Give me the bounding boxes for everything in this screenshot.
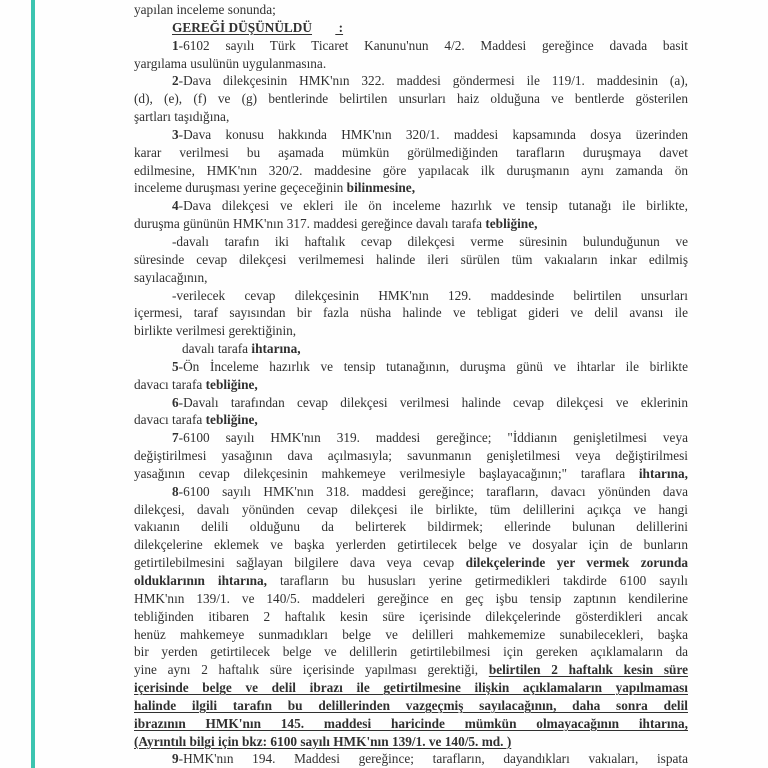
emphasized-text: tebliğine, [205,376,258,392]
text-segment: karar verilmesi bu aşamada mümkün görülmediğinden tarafların duruşmaya davet [134,144,688,160]
emphasized-text: 1 [172,37,179,53]
emphasized-text: tebliğine, [485,216,538,232]
text-line [134,197,688,215]
text-segment: sayılacağının, [134,269,208,285]
text-line [134,661,688,679]
text-line [134,126,688,144]
text-segment: yargılama usulünün uygulanmasına. [134,55,327,71]
text-segment: HMK'nın 139/1. ve 140/5. maddeleri gereğince en geç işbu tensip zaptının kendilerine [134,590,688,606]
text-segment: davacı tarafa [134,376,206,392]
text-segment: -6102 sayılı Türk Ticaret Kanunu'nun 4/2. Maddesi gereğince davada basit [178,37,688,53]
text-segment: şartları taşıdığına, [134,109,230,125]
text-line [134,376,688,394]
text-line [134,215,688,233]
text-segment: tebliğinden itibaren 2 haftalık kesin süre içerisinde dilekçelerinde gösterdikleri ancak [134,608,688,624]
text-line [134,37,688,55]
text-segment: dilekçelerine eklemek ve başka yerlerden getirtilecek belge ve dosyalar için de bunların [134,537,688,553]
text-line [134,72,688,90]
emphasized-text: 3 [172,126,179,142]
text-line [134,447,688,465]
emphasized-text: GEREĞİ DÜŞÜNÜLDÜ [172,19,313,35]
text-line [134,394,688,412]
emphasized-text: 4 [172,198,179,214]
text-segment: yine aynı 2 haftalık süre içerisinde yapılması gerektiği, [134,662,489,678]
text-line [134,429,688,447]
text-line [134,162,688,180]
emphasized-text: 8 [172,483,179,499]
text-segment: duruşma gününün HMK'nın 317. maddesi gereğince davalı tarafa [134,216,486,232]
text-segment [312,20,335,35]
emphasized-text: belirtilen 2 haftalık kesin süre [488,662,688,678]
text-segment: vakıanın delili olduğunu da belirterek bildirmek; ellerinde bulunan delillerini [134,519,688,535]
text-segment: -Davalı tarafından cevap dilekçesi verilmesi halinde cevap dilekçesi ve eklerinin [178,394,688,410]
text-line [134,518,688,536]
emphasized-text: halinde ilgili tarafın bu delillerinden vazgeçmiş sayılacağının, daha sonra delil [134,697,688,713]
emphasized-text: içerisinde belge ve delil ibrazı ile getirtilmesine ilişkin açıklamaların yapılmaması [134,680,688,696]
emphasized-text: : [335,19,344,35]
text-line [134,304,688,322]
text-line [134,643,688,661]
text-segment: edilmesine, HMK'nın 320/2. maddesine göre yapılacak ilk duruşmanın aynı zamanda ön [134,162,688,178]
emphasized-text: 2 [172,73,179,89]
text-line [134,465,688,483]
text-line [134,322,688,340]
text-line [134,750,688,768]
text-segment: bir yerden getirtilecek belge ve delillerin getirtilebilmesi için gereken açıklamaların da [134,644,688,660]
emphasized-text: ihtarına, [638,465,688,481]
text-segment: yasağının cevap dilekçesinin mahkemeye verilmesiyle başlayacağının;" taraflara [134,465,639,481]
text-segment: -HMK'nın 194. Maddesi gereğince; tarafların, dayandıkları vakıaları, ispata [178,751,688,767]
text-segment: -Dava dilekçesinin HMK'nın 322. maddesi göndermesi ile 119/1. maddesinin (a), [178,73,688,89]
emphasized-text: tebliğine, [205,412,258,428]
text-line [134,55,688,73]
text-line [134,144,688,162]
emphasized-text: ibrazının HMK'nın 145. maddesi haricinde mümkün olmayacağının ihtarına, [134,715,688,731]
text-line [134,536,688,554]
text-segment: değiştirilmesi yasağının dava açılmasıyla; savunmanın genişletilmesi veya değiştirilmesi [134,448,688,464]
emphasized-text: olduklarının ihtarına, [134,573,268,588]
emphasized-text: 7 [172,430,179,446]
text-line [134,501,688,519]
text-line [134,572,688,590]
text-segment: (d), (e), (f) ve (g) bentlerinde belirtilen unsurları haiz olduğuna ve bentlerde gösterilen [134,91,688,107]
text-line [134,733,688,751]
text-segment: -Dava dilekçesi ve ekleri ile ön inceleme hazırlık ve tensip tutanağı ile birlikte, [178,198,688,214]
text-line [134,679,688,697]
text-segment: -verilecek cevap dilekçesinin HMK'nın 129. maddesinde belirtilen unsurları [172,287,688,303]
text-line [134,340,688,358]
text-segment: -6100 sayılı HMK'nın 319. maddesi gereğince; "İddianın genişletilmesi veya [178,430,688,446]
text-line [134,90,688,108]
text-line [134,179,688,197]
text-line [134,590,688,608]
emphasized-text: ihtarına, [251,341,301,357]
emphasized-text: 5 [172,358,179,374]
text-segment: inceleme duruşması yerine geçeceğinin [134,180,347,196]
text-segment: tarafların bu hususları yerine getirmedikleri takdirde 6100 sayılı [267,573,688,588]
emphasized-text: (Ayrıntılı bilgi için bkz: 6100 sayılı HMK'nın 139/1. ve 140/5. md. ) [134,733,512,749]
text-line [134,358,688,376]
text-line [134,715,688,733]
text-segment: -Dava konusu hakkında HMK'nın 320/1. maddesi kapsamında dosya üzerinden [178,126,688,142]
text-line [134,411,688,429]
text-line [134,269,688,287]
emphasized-text: 9 [172,751,179,767]
text-line [134,251,688,269]
text-line [134,608,688,626]
text-line [134,1,688,19]
text-segment: yapılan inceleme sonunda; [134,2,276,17]
text-line [134,287,688,305]
text-line [134,626,688,644]
emphasized-text: bilinmesine, [346,180,416,196]
text-segment: henüz mahkemeye sunmadıkları belge ve delilleri mahkememize sunabilecekleri, başka [134,626,688,642]
text-line [134,697,688,715]
text-segment: birlikte verilmesi gerektiğinin, [134,323,297,339]
emphasized-text: dilekçelerinde yer vermek zorunda [465,555,688,571]
text-segment: -6100 sayılı HMK'nın 318. maddesi gereğince; tarafların, davacı yönünden dava [178,483,688,499]
text-line [134,483,688,501]
text-segment: süresinde cevap dilekçesi verilmemesi halinde ileri sürülen tüm vakıaların inkar edilmiş [134,251,688,267]
text-line [134,108,688,126]
text-line [134,554,688,572]
text-segment: getirtilebilmesini sağlayan bilgilere dava veya cevap [134,555,466,571]
text-segment: -davalı tarafın iki haftalık cevap dilekçesi verme süresinin bulunduğunun ve [172,233,688,249]
text-segment: içermesi, taraf sayısından bir fazla nüsha halinde ve tebligat gideri ve delil avansı ile [134,305,688,321]
text-line [134,233,688,251]
text-segment: davacı tarafa [134,412,206,428]
text-segment: davalı tarafa [182,341,252,357]
document-page[interactable] [134,1,688,768]
emphasized-text: 6 [172,394,179,410]
text-line [134,19,688,37]
text-segment: -Ön İnceleme hazırlık ve tensip tutanağının, duruşma günü ve ihtarlar ile birlikte [178,358,688,374]
vertical-accent-line [31,0,35,768]
text-segment: dilekçesi, davalı yönünden cevap dilekçesi ile birlikte, tüm delillerini açıkça ve hangi [134,501,688,517]
